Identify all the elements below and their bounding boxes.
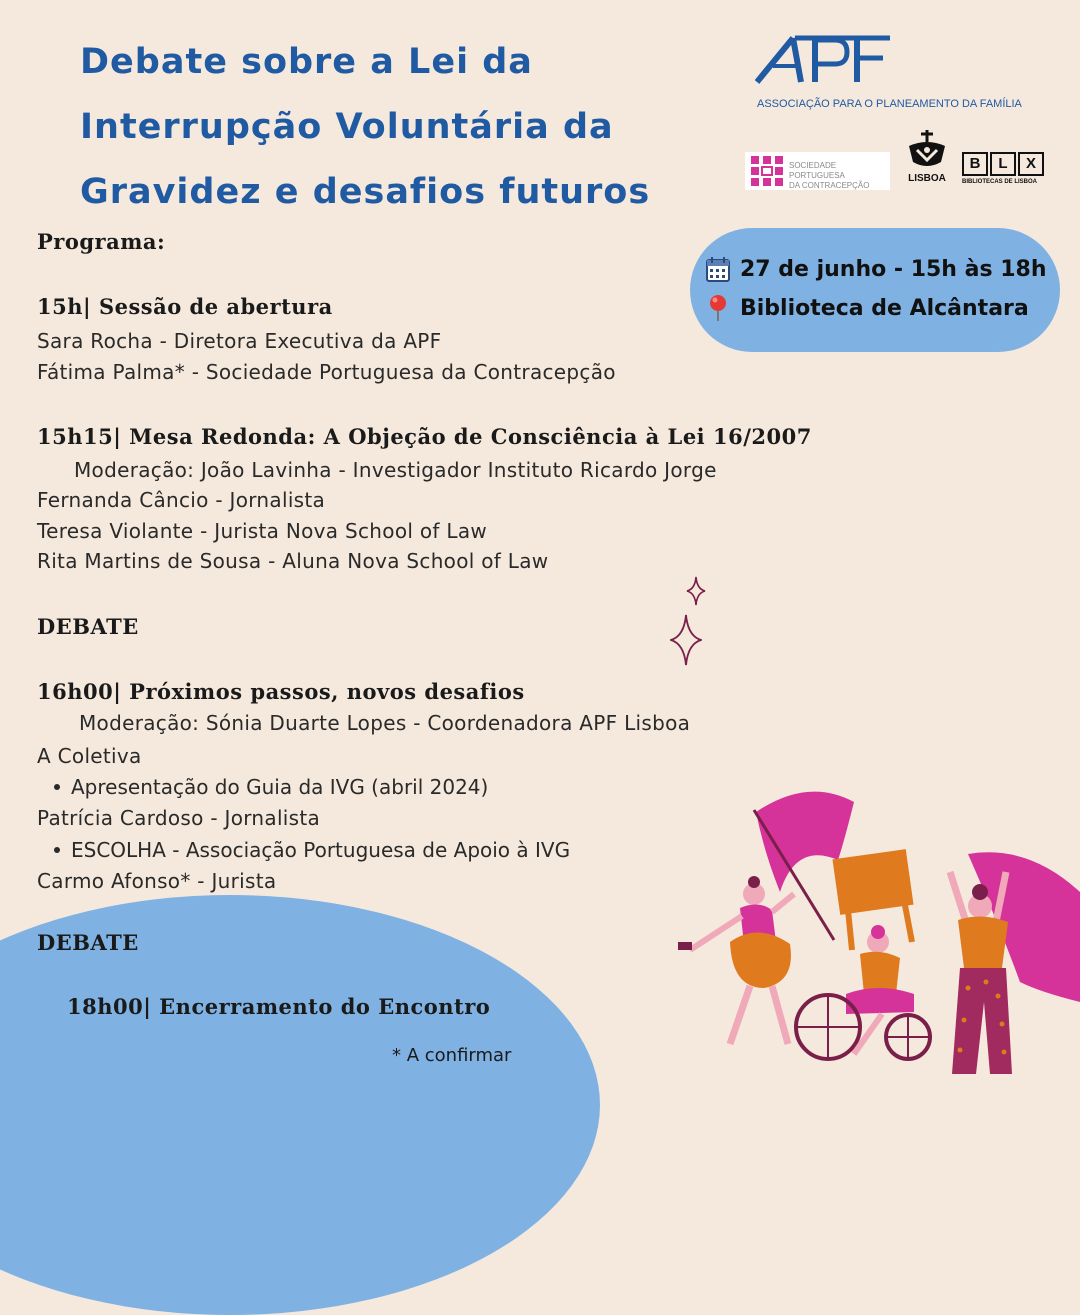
spdc-emblem-icon — [747, 152, 787, 190]
blx-letter-l: L — [990, 152, 1016, 176]
closing-heading: 18h00| Encerramento do Encontro — [67, 994, 491, 1019]
lisboa-logo — [903, 128, 951, 190]
debate-label: DEBATE — [37, 930, 139, 955]
event-date-row — [706, 256, 1047, 282]
next-steps-heading: 16h00| Próximos passos, novos desafios — [37, 679, 525, 704]
event-location: Biblioteca de Alcântara — [740, 295, 1029, 321]
bullet-item: Apresentação do Guia da IVG (abril 2024) — [54, 775, 488, 799]
bullet-item: ESCOLHA - Associação Portuguesa de Apoio à IVG — [54, 838, 570, 862]
speaker-line: Teresa Violante - Jurista Nova School of Law — [37, 519, 488, 543]
sparkle-icon — [670, 614, 702, 666]
speaker-line: Fernanda Câncio - Jornalista — [37, 488, 326, 512]
opening-session-heading: 15h| Sessão de abertura — [37, 294, 333, 319]
speaker-line: Carmo Afonso* - Jurista — [37, 869, 277, 893]
speaker-line: Sara Rocha - Diretora Executiva da APF — [37, 329, 442, 353]
speaker-line: Fátima Palma* - Sociedade Portuguesa da Contracepção — [37, 360, 616, 384]
apf-name: ASSOCIAÇÃO PARA O PLANEAMENTO DA FAMÍLIA — [757, 98, 1022, 110]
event-info-pill — [690, 228, 1060, 352]
lisboa-ship-icon — [903, 128, 951, 172]
map-pin-icon — [706, 294, 730, 322]
roundtable-heading: 15h15| Mesa Redonda: A Objeção de Consciência à Lei 16/2007 — [37, 424, 812, 449]
footnote: * A confirmar — [392, 1045, 512, 1066]
title-line-3: Gravidez e desafios futuros — [80, 172, 651, 212]
calendar-icon — [706, 256, 730, 282]
debate-label: DEBATE — [37, 614, 139, 639]
spdc-name-line-2: DA CONTRACEPÇÃO — [789, 181, 870, 190]
blx-name: BIBLIOTECAS DE LISBOA — [962, 179, 1038, 185]
speaker-line: Rita Martins de Sousa - Aluna Nova School of Law — [37, 549, 549, 573]
title-line-2: Interrupção Voluntária da — [80, 107, 614, 147]
event-location-row — [706, 294, 1029, 322]
program-heading: Programa: — [37, 229, 166, 254]
apf-logo-mark — [755, 30, 905, 90]
spdc-logo — [745, 152, 890, 190]
sparkle-icon — [686, 576, 706, 606]
speaker-line: A Coletiva — [37, 744, 142, 768]
spdc-name-line-1: SOCIEDADE PORTUGUESA — [789, 161, 845, 180]
blx-logo — [962, 152, 1048, 192]
decorative-blue-blob — [0, 895, 600, 1315]
page-title — [80, 30, 720, 225]
spdc-name — [789, 161, 890, 191]
blx-letter-b: B — [962, 152, 988, 176]
blx-letter-x: X — [1018, 152, 1044, 176]
roundtable-moderation: Moderação: João Lavinha - Investigador Instituto Ricardo Jorge — [74, 458, 717, 482]
lisboa-name: LISBOA — [908, 173, 946, 184]
next-steps-moderation: Moderação: Sónia Duarte Lopes - Coordenadora APF Lisboa — [79, 711, 691, 735]
protest-illustration — [668, 782, 1080, 1080]
speaker-line: Patrícia Cardoso - Jornalista — [37, 806, 321, 830]
title-line-1: Debate sobre a Lei da — [80, 42, 533, 82]
event-date: 27 de junho - 15h às 18h — [740, 256, 1047, 282]
